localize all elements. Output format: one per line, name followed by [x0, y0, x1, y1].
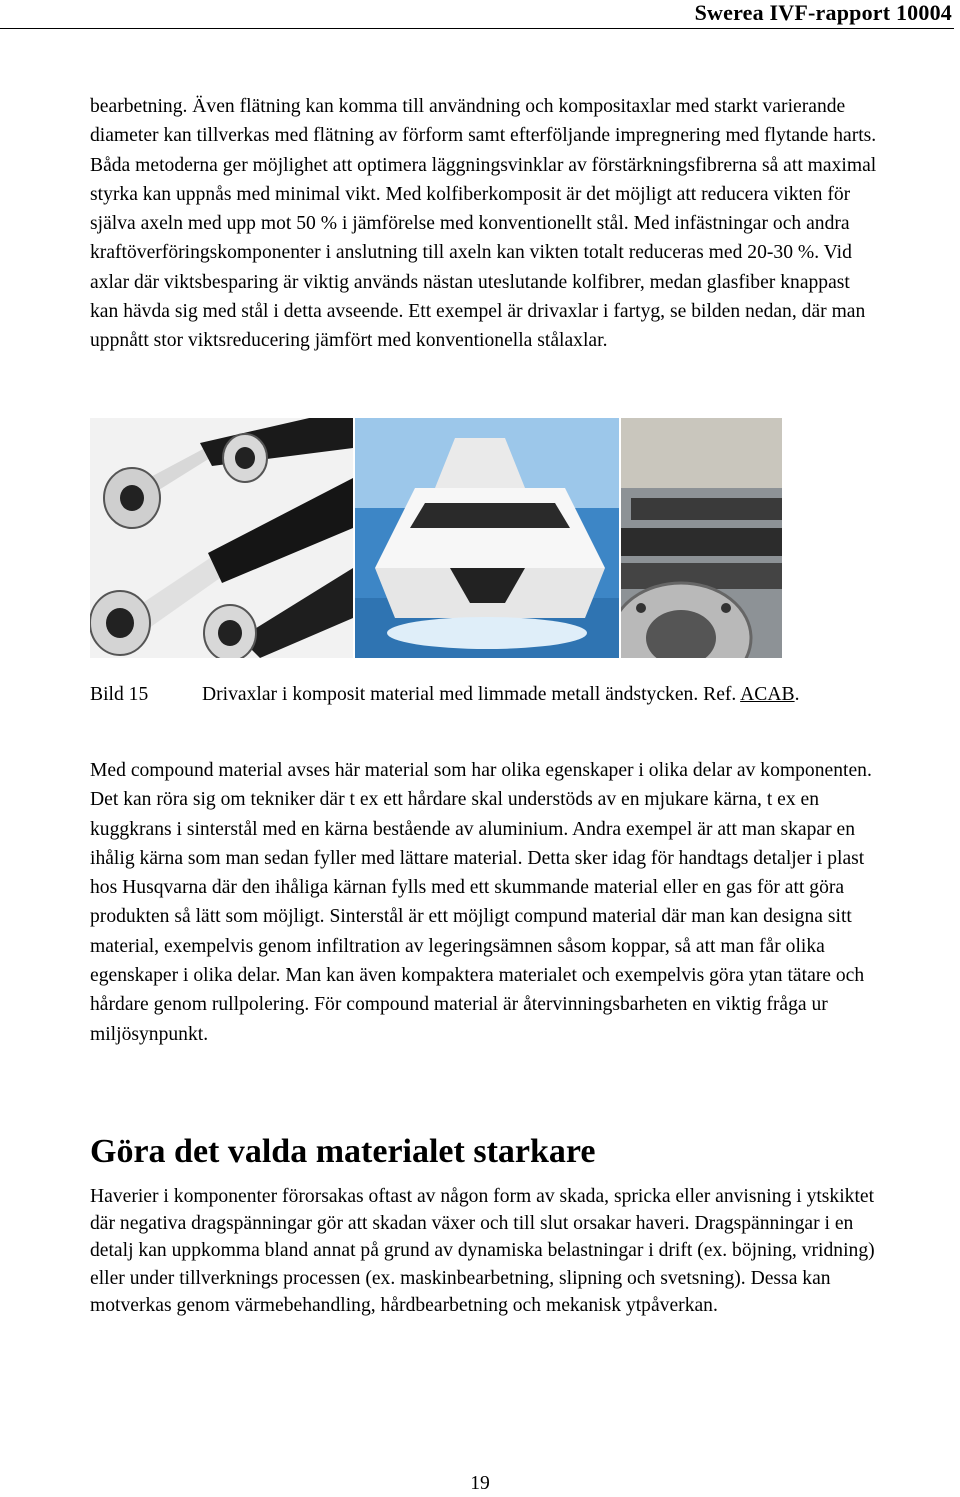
caption-reference: ACAB	[740, 684, 795, 705]
composite-drive-shafts-photo	[90, 418, 353, 658]
caption-text: Drivaxlar i komposit material med limmade metall ändstycken. Ref.	[202, 684, 741, 705]
paragraph-compound-material: Med compound material avses här material som har olika egenskaper i olika delar av komponenten. Det kan röra sig om tekniker där t ex ett hårdare skal understöds av en mjukare kärna, t ex en kuggkrans i sinterstål med en kärna bestående av aluminium. Andra exempel är att man skapar en ihålig kärna som man sedan fyller med lättare material. Detta sker idag för handtags detaljer i plast hos Husqvarna där den ihåliga kärnan fylls med ett skummande material eller en gas för att göra produkten så lätt som möjligt. Sinterstål är ett möjligt compund material där man kan designa sitt material, exempelvis genom infiltration av legeringsämnen såsom koppar, så att man får olika egenskaper i olika delar. Man kan även kompaktera materialet och exempelvis göra ytan tätare och hårdare genom rullpolering. För compound material är återvinningsbarheten en viktig fråga ur miljösynpunkt.	[90, 760, 872, 1045]
section-heading: Göra det valda materialet starkare	[90, 1133, 596, 1170]
catamaran-ferry-photo	[355, 418, 619, 658]
caption-end: .	[794, 684, 800, 705]
report-title: Swerea IVF-rapport 10004	[694, 0, 952, 25]
paragraph-intro: bearbetning. Även flätning kan komma till användning och kompositaxlar med starkt varierande diameter kan tillverkas med flätning av förform samt efterföljande impregnering med flytande harts. Båda metoderna ger möjlighet att optimera läggningsvinklar av förstärkningsfibrerna så att maximal styrka kan uppnås med minimal vikt. Med kolfiberkomposit är det möjligt att reducera vikten för själva axeln med upp mot 50 % i jämförelse med konventionellt stål. Med infästningar och andra kraftöverföringskomponenter i anslutning till axeln kan vikten totalt reduceras med 20-30 %. Vid axlar där viktsbesparing är viktig används nästan uteslutande kolfibrer, medan glasfiber knappast kan hävda sig med stål i detta avseende. Ett exempel är drivaxlar i fartyg, se bilden nedan, där man uppnått stor viktsreducering jämfört med konventionella stålaxlar.	[90, 96, 877, 352]
figure-caption	[202, 680, 862, 710]
shaft-factory-photo	[621, 418, 782, 658]
page-header	[0, 0, 954, 29]
page-number: 19	[470, 1473, 490, 1494]
figure-caption-label: Bild 15	[90, 684, 149, 705]
paragraph-failures: Haverier i komponenter förorsakas oftast av någon form av skada, spricka eller anvisning i ytskiktet där negativa dragspänningar gör att skadan växer och till slut orsakar haveri. Dragspänningar i en detalj kan uppkomma bland annat på grund av dynamiska belastningar i drift (ex. böjning, vridning) eller under tillverknings processen (ex. maskinbearbetning, slipning och svetsning). Dessa kan motverkas genom värmebehandling, hårdbearbetning och mekanisk ytpåverkan.	[90, 1186, 875, 1316]
